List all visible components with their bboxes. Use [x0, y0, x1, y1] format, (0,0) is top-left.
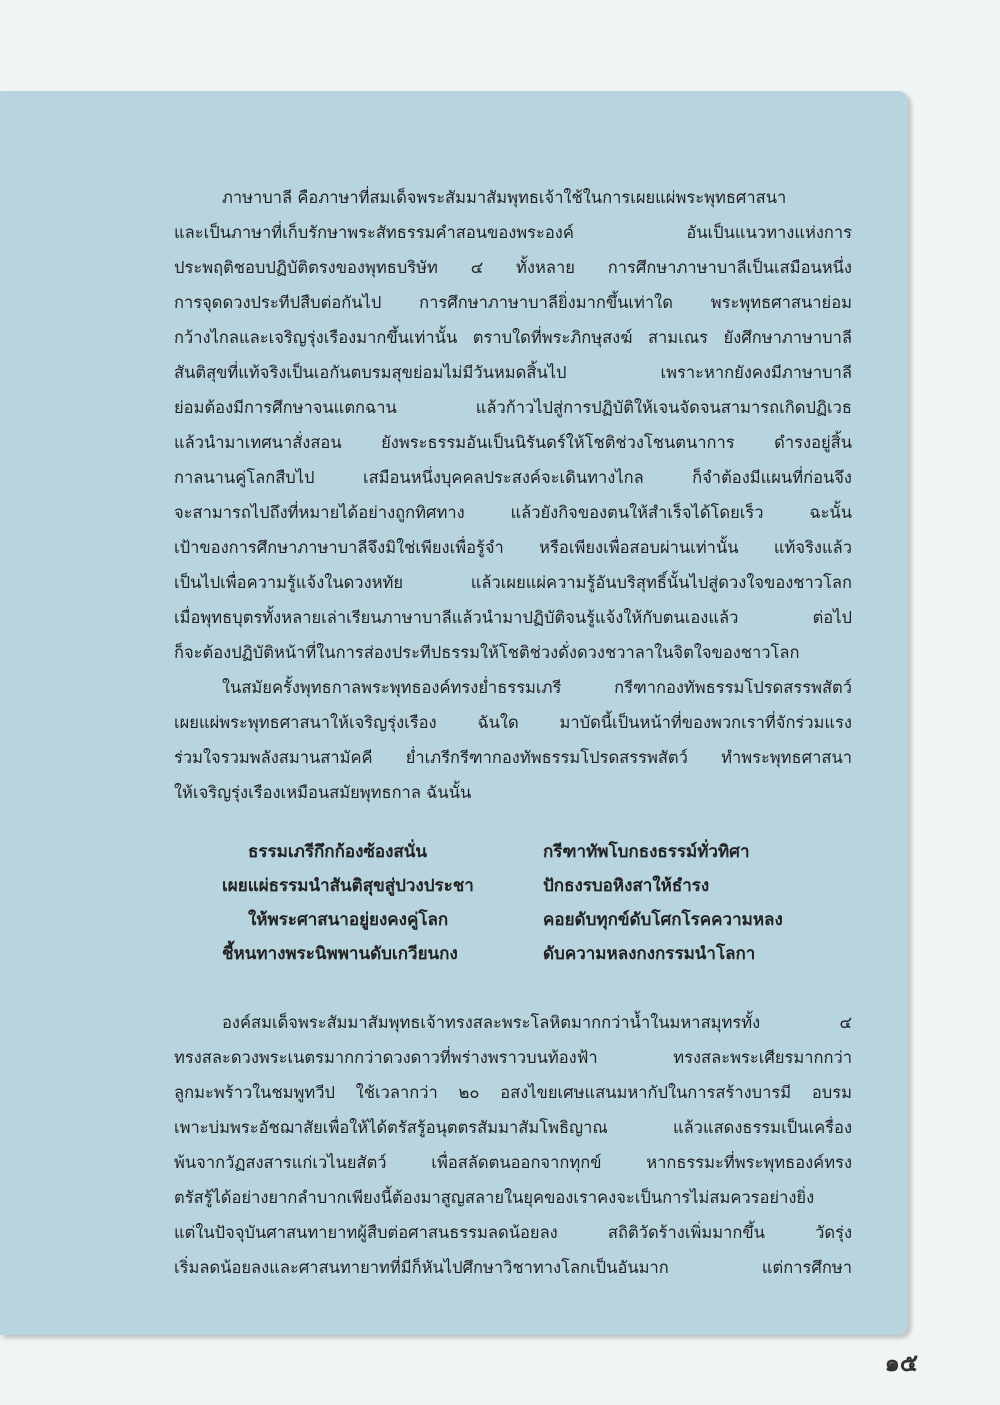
paragraph-1-line-11: เป้าของการศึกษาภาษาบาลีจึงมิใช่เพียงเพื่อรู้จำ หรือเพียงเพื่อสอบผ่านเท่านั้น แท้จริงแล้ว [174, 538, 852, 557]
paragraph-3-line-1: องค์สมเด็จพระสัมมาสัมพุทธเจ้าทรงสละพระโลหิตมากกว่าน้ำในมหาสมุทรทั้ง ๔ [222, 1013, 852, 1032]
paragraph-1-line-13: เมื่อพุทธบุตรทั้งหลายเล่าเรียนภาษาบาลีแล้วนำมาปฏิบัติจนรู้แจ้งให้กับตนเองแล้ว ต่อไป [174, 608, 852, 627]
verse-left-line-2: เผยแผ่ธรรมนำสันติสุขสู่ปวงประชา [222, 876, 474, 896]
verse-right-line-4: ดับความหลงกงกรรมนำโลกา [543, 944, 756, 964]
paragraph-2-line-4: ให้เจริญรุ่งเรืองเหมือนสมัยพุทธกาล ฉันนั้น [174, 783, 472, 802]
paragraph-3-line-7: แต่ในปัจจุบันศาสนทายาทผู้สืบต่อศาสนธรรมลดน้อยลง สถิติวัดร้างเพิ่มมากขึ้น วัดรุ่ง [174, 1223, 852, 1242]
paragraph-1-line-5: กว้างไกลและเจริญรุ่งเรืองมากขึ้นเท่านั้น ตราบใดที่พระภิกษุสงฆ์ สามเณร ยังศึกษาภาษาบาลี [174, 328, 852, 347]
paragraph-3-line-8: เริ่มลดน้อยลงและศาสนทายาทที่มีก็หันไปศึกษาวิชาทางโลกเป็นอันมาก แต่การศึกษา [174, 1258, 852, 1277]
verse-right-line-1: กรีฑาทัพโบกธงธรรม์ทั่วทิศา [543, 842, 750, 862]
paragraph-1-line-1: ภาษาบาลี คือภาษาที่สมเด็จพระสัมมาสัมพุทธเจ้าใช้ในการเผยแผ่พระพุทธศาสนา [222, 188, 787, 207]
paragraph-2-line-3: ร่วมใจรวมพลังสมานสามัคคี ย่ำเภรีกรีฑากองทัพธรรมโปรดสรรพสัตว์ ทำพระพุทธศาสนา [174, 748, 852, 767]
content-panel [0, 91, 908, 1335]
paragraph-1-line-3: ประพฤติชอบปฏิบัติตรงของพุทธบริษัท ๔ ทั้งหลาย การศึกษาภาษาบาลีเป็นเสมือนหนึ่ง [174, 258, 852, 277]
paragraph-1-line-4: การจุดดวงประทีปสืบต่อกันไป การศึกษาภาษาบาลียิ่งมากขึ้นเท่าใด พระพุทธศาสนาย่อม [174, 293, 852, 312]
paragraph-3-line-4: เพาะบ่มพระอัชฌาสัยเพื่อให้ได้ตรัสรู้อนุตตรสัมมาสัมโพธิญาณ แล้วแสดงธรรมเป็นเครื่อง [174, 1118, 852, 1137]
verse-right-line-3: คอยดับทุกข์ดับโศกโรคความหลง [543, 910, 783, 930]
paragraph-1-line-10: จะสามารถไปถึงที่หมายได้อย่างถูกทิศทาง แล้วยังกิจของตนให้สำเร็จได้โดยเร็ว ฉะนั้น [174, 503, 852, 522]
paragraph-1-line-9: กาลนานคู่โลกสืบไป เสมือนหนึ่งบุคคลประสงค์จะเดินทางไกล ก็จำต้องมีแผนที่ก่อนจึง [174, 468, 852, 487]
paragraph-1-line-8: แล้วนำมาเทศนาสั่งสอน ยังพระธรรมอันเป็นนิรันดร์ให้โชติช่วงโชนตนาการ ดำรงอยู่สิ้น [174, 433, 852, 452]
verse-left-line-4: ชี้หนทางพระนิพพานดับเกวียนกง [222, 944, 458, 964]
paragraph-3-line-5: พ้นจากวัฏสงสารแก่เวไนยสัตว์ เพื่อสลัดตนออกจากทุกข์ หากธรรมะที่พระพุทธองค์ทรง [174, 1153, 852, 1172]
verse-left-line-1: ธรรมเภรีกึกก้องซ้องสนั่น [248, 842, 428, 862]
page-number: ๑๕ [884, 1349, 918, 1377]
paragraph-1-line-7: ย่อมต้องมีการศึกษาจนแตกฉาน แล้วก้าวไปสู่การปฏิบัติให้เจนจัดจนสามารถเกิดปฏิเวธ [174, 398, 852, 417]
paragraph-2-line-2: เผยแผ่พระพุทธศาสนาให้เจริญรุ่งเรือง ฉันใด มาบัดนี้เป็นหน้าที่ของพวกเราที่จักร่วมแรง [174, 713, 852, 732]
paragraph-1-line-12: เป็นไปเพื่อความรู้แจ้งในดวงหทัย แล้วเผยแผ่ความรู้อันบริสุทธิ์นั้นไปสู่ดวงใจของชาวโลก [174, 573, 852, 592]
paragraph-1-line-2: และเป็นภาษาที่เก็บรักษาพระสัทธรรมคำสอนของพระองค์ อันเป็นแนวทางแห่งการ [174, 223, 852, 242]
paragraph-3-line-2: ทรงสละดวงพระเนตรมากกว่าดวงดาวที่พร่างพราวบนท้องฟ้า ทรงสละพระเศียรมากกว่า [174, 1048, 852, 1067]
verse-right-line-2: ปักธงรบอหิงสาให้ธำรง [543, 876, 710, 896]
paragraph-3-line-6: ตรัสรู้ได้อย่างยากลำบากเพียงนี้ต้องมาสูญสลายในยุคของเราคงจะเป็นการไม่สมควรอย่างยิ่ง [174, 1188, 815, 1207]
verse-left-line-3: ให้พระศาสนาอยู่ยงคงคู่โลก [248, 910, 449, 930]
paragraph-1-line-6: สันติสุขที่แท้จริงเป็นเอกันตบรมสุขย่อมไม่มีวันหมดสิ้นไป เพราะหากยังคงมีภาษาบาลี [174, 363, 852, 382]
paragraph-3-line-3: ลูกมะพร้าวในชมพูทวีป ใช้เวลากว่า ๒๐ อสงไขยเศษแสนมหากัปในการสร้างบารมี อบรม [174, 1083, 852, 1102]
paragraph-2-line-1: ในสมัยครั้งพุทธกาลพระพุทธองค์ทรงย่ำธรรมเภรี กรีฑากองทัพธรรมโปรดสรรพสัตว์ [222, 678, 852, 697]
paragraph-1-line-14: ก็จะต้องปฏิบัติหน้าที่ในการส่องประทีปธรรมให้โชติช่วงดั่งดวงชวาลาในจิตใจของชาวโลก [174, 643, 800, 662]
